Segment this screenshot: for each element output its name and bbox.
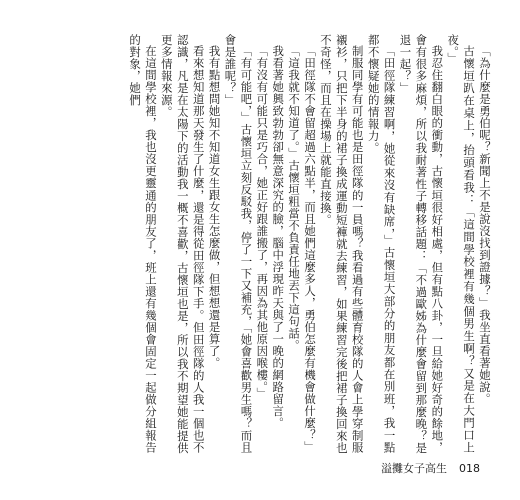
- paragraph-6: 「田徑隊不會留超過六點半，而且她們這麼多人，勇伯怎麼有機會做什麼？」: [303, 45, 318, 454]
- paragraph-9: 「有沒有可能只是巧合，她正好跟誰搬了，再因為其他原因喉樓。」: [255, 45, 270, 400]
- page-footer: [381, 460, 480, 476]
- paragraph-11: 我有點想問她知不知道女生跟女生怎麼做，但想想還是算了。: [207, 45, 222, 370]
- vertical-text-body: [37, 34, 492, 454]
- paragraph-2: 古懷垣趴在桌上，抬頭看我：「這間學校裡有幾個男生啊？又是在大門口上夜。」: [446, 34, 477, 454]
- paragraph-10: 「有可能吧，」古懷垣立刻反駁我，停了一下又補充，「她會喜歡男生嗎？而且會是誰呢？」: [223, 34, 254, 454]
- book-title: 溢攤女子高生: [381, 462, 447, 475]
- paragraph-3: 我忍住翻白眼的衝動，古懷垣很好相處，但有點八卦，一旦給她好奇的餘地，會有很多麻煩，所以我耐著性子轉移話題：「不過歐姊為什麼會留到那麼晚？是退一起？」: [398, 34, 445, 454]
- page-number: 018: [459, 462, 480, 475]
- paragraph-1: 「為什麼是勇伯呢？新聞上不是說沒找到證據？」我坐直看著她說。: [478, 45, 492, 406]
- paragraph-7: 「這我就不知道了。」古懷垣粗當不負責任地丟下這句話。: [287, 45, 302, 352]
- paragraph-12: 看來想知道那天發生了什麼，還是得從田徑隊下手。但田徑隊的人我一個也不認識，凡是在太陽下的活動我一概不喜歡，古懷垣也是，所以我不期望她能提供更多情報來源。: [159, 34, 206, 454]
- paragraph-8: 我看著她興致勃勃卻無意深究的臉，腦中浮現昨天與了一晚的網路留言。: [271, 45, 286, 430]
- paragraph-4: 「田徑隊練習啊，她從來沒有缺席，」古懷垣大部分的朋友都在別班，我一點都不懷疑她的情報力。: [366, 34, 397, 454]
- paragraph-5: 制服同學有可能也是田徑隊的一員嗎？我看過有些體育校隊的人會上學穿制服襯衫，只把下半身的裙子換成運動短褲就去練習，如果練習完後把裙子換回來也不奇怪，而且在操場上就能直接換。: [318, 34, 365, 454]
- paragraph-13: 在這間學校裡，我也沒更靈通的朋友了，班上還有幾個會固定一起做分組報告的對象，她們: [128, 34, 158, 454]
